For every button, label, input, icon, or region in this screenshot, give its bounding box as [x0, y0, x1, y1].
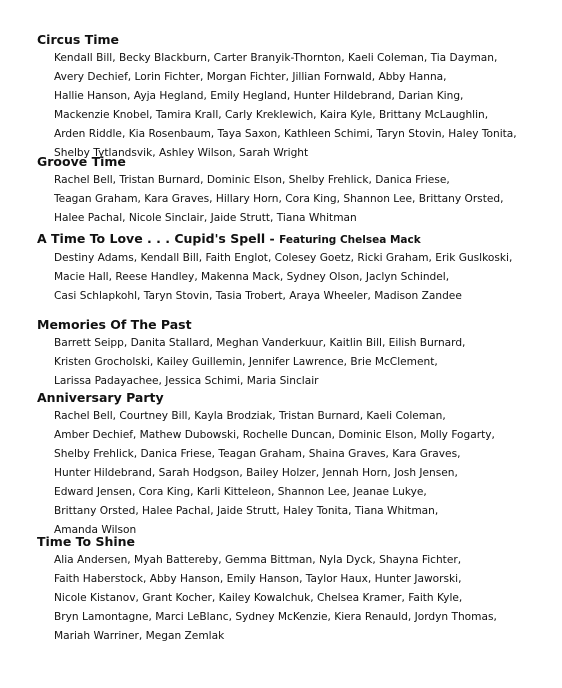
performer-line: Teagan Graham, Kara Graves, Hillary Horn, Cora King, Shannon Lee, Brittany Orsted,: [54, 193, 504, 205]
performer-line: Shelby Tytlandsvik, Ashley Wilson, Sarah Wright: [54, 147, 309, 159]
section-title-text: A Time To Love . . . Cupid's Spell -: [37, 231, 280, 246]
performer-list: [37, 171, 554, 228]
section-title-text: Anniversary Party: [37, 390, 164, 405]
performer-line: Mackenzie Knobel, Tamira Krall, Carly Kreklewich, Kaira Kyle, Brittany McLaughlin,: [54, 109, 489, 121]
section-title-text: Memories Of The Past: [37, 317, 192, 332]
section-title: [37, 533, 554, 551]
performer-line: Alia Andersen, Myah Battereby, Gemma Bittman, Nyla Dyck, Shayna Fichter,: [54, 554, 462, 566]
section-circus-time: [37, 31, 554, 163]
performer-line: Rachel Bell, Courtney Bill, Kayla Brodziak, Tristan Burnard, Kaeli Coleman,: [54, 410, 446, 422]
performer-line: Nicole Kistanov, Grant Kocher, Kailey Kowalchuk, Chelsea Kramer, Faith Kyle,: [54, 592, 463, 604]
performer-list: [37, 551, 554, 646]
performer-line: Rachel Bell, Tristan Burnard, Dominic Elson, Shelby Frehlick, Danica Friese,: [54, 174, 450, 186]
performer-line: Larissa Padayachee, Jessica Schimi, Maria Sinclair: [54, 375, 319, 387]
performer-line: Edward Jensen, Cora King, Karli Kitteleon, Shannon Lee, Jeanae Lukye,: [54, 486, 427, 498]
section-title: [37, 31, 554, 49]
featuring-text: Featuring Chelsea Mack: [279, 234, 421, 246]
performer-line: Kristen Grocholski, Kailey Guillemin, Jennifer Lawrence, Brie McClement,: [54, 356, 438, 368]
performer-line: Hunter Hildebrand, Sarah Hodgson, Bailey Holzer, Jennah Horn, Josh Jensen,: [54, 467, 458, 479]
section-a-time-to-love: [37, 230, 554, 306]
performer-line: Barrett Seipp, Danita Stallard, Meghan Vanderkuur, Kaitlin Bill, Eilish Burnard,: [54, 337, 466, 349]
performer-line: Avery Dechief, Lorin Fichter, Morgan Fichter, Jillian Fornwald, Abby Hanna,: [54, 71, 447, 83]
performer-list: [37, 407, 554, 540]
performer-line: Shelby Frehlick, Danica Friese, Teagan Graham, Shaina Graves, Kara Graves,: [54, 448, 461, 460]
performer-line: Mariah Warriner, Megan Zemlak: [54, 630, 225, 642]
section-time-to-shine: [37, 533, 554, 646]
section-anniversary-party: [37, 389, 554, 540]
performer-list: [37, 249, 554, 306]
performer-line: Destiny Adams, Kendall Bill, Faith Englot, Colesey Goetz, Ricki Graham, Erik Guslkoski,: [54, 252, 513, 264]
section-title: [37, 230, 554, 249]
performer-list: [37, 49, 554, 163]
performer-line: Macie Hall, Reese Handley, Makenna Mack, Sydney Olson, Jaclyn Schindel,: [54, 271, 450, 283]
performer-list: [37, 334, 554, 391]
section-title-text: Groove Time: [37, 154, 126, 169]
section-groove-time: [37, 153, 554, 228]
performer-line: Amanda Wilson: [54, 524, 137, 536]
performer-line: Kendall Bill, Becky Blackburn, Carter Branyik-Thornton, Kaeli Coleman, Tia Dayman,: [54, 52, 498, 64]
performer-line: Hallie Hanson, Ayja Hegland, Emily Hegland, Hunter Hildebrand, Darian King,: [54, 90, 464, 102]
performer-line: Casi Schlapkohl, Taryn Stovin, Tasia Trobert, Araya Wheeler, Madison Zandee: [54, 290, 462, 302]
section-title: [37, 389, 554, 407]
performer-line: Halee Pachal, Nicole Sinclair, Jaide Strutt, Tiana Whitman: [54, 212, 357, 224]
section-memories-of-the-past: [37, 316, 554, 391]
section-title-text: Circus Time: [37, 32, 120, 47]
section-title-text: Time To Shine: [37, 534, 136, 549]
performer-line: Arden Riddle, Kia Rosenbaum, Taya Saxon, Kathleen Schimi, Taryn Stovin, Haley Tonita,: [54, 128, 517, 140]
performer-line: Brittany Orsted, Halee Pachal, Jaide Strutt, Haley Tonita, Tiana Whitman,: [54, 505, 439, 517]
section-title: [37, 153, 554, 171]
performer-line: Amber Dechief, Mathew Dubowski, Rochelle Duncan, Dominic Elson, Molly Fogarty,: [54, 429, 495, 441]
performer-line: Bryn Lamontagne, Marci LeBlanc, Sydney McKenzie, Kiera Renauld, Jordyn Thomas,: [54, 611, 497, 623]
performer-line: Faith Haberstock, Abby Hanson, Emily Hanson, Taylor Haux, Hunter Jaworski,: [54, 573, 462, 585]
section-title: [37, 316, 554, 334]
